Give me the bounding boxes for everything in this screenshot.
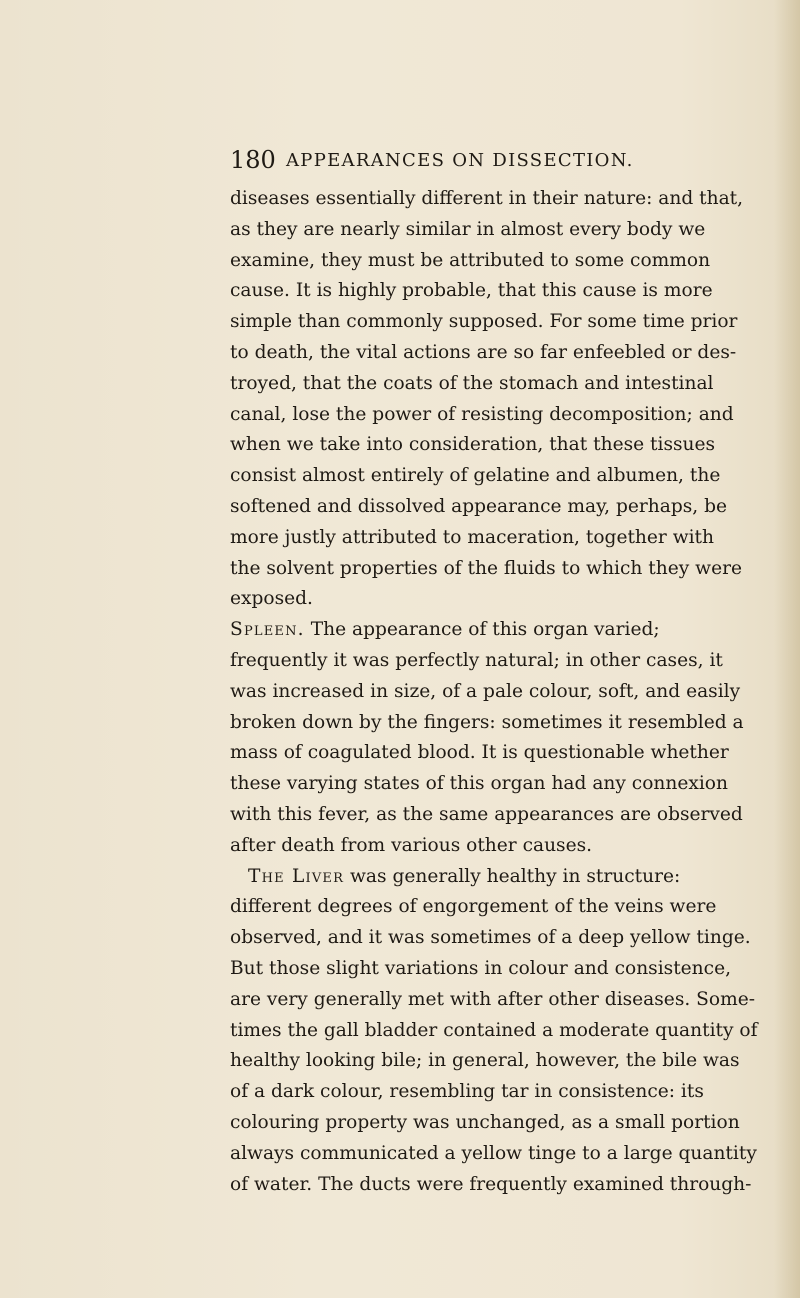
spleen-heading: Spleen. [230,619,305,641]
text-line: consist almost entirely of gelatine and albumen, the [230,465,721,487]
page-number: 180 [230,146,276,174]
text-line: cause. It is highly probable, that this cause is more [230,280,713,302]
text-line: examine, they must be attributed to some common [230,249,711,271]
text-line: after death from various other causes. [230,834,593,856]
page-edge-shadow [774,0,800,1298]
text-line-rest: The appearance of this organ varied; [310,619,660,641]
text-line: simple than commonly supposed. For some time prior [230,311,738,333]
spleen-paragraph-start [230,615,660,646]
liver-paragraph-start [230,862,681,893]
text-line: always communicated a yellow tinge to a large quantity [230,1142,757,1164]
text-line: frequently it was perfectly natural; in other cases, it [230,649,723,671]
text-line: times the gall bladder contained a moderate quantity of [230,1019,758,1041]
text-line: diseases essentially different in their nature: and that, [230,188,744,209]
text-line: of a dark colour, resembling tar in consistence: its [230,1081,704,1103]
text-line: exposed. [230,588,313,610]
text-line: more justly attributed to maceration, together with [230,526,715,548]
text-line: mass of coagulated blood. It is questionable whether [230,742,729,764]
text-line: canal, lose the power of resisting decomposition; and [230,403,734,425]
text-line: observed, and it was sometimes of a deep yellow tinge. [230,927,751,949]
text-line: the solvent properties of the fluids to which they were [230,557,742,579]
text-line: healthy looking bile; in general, however, the bile was [230,1050,740,1072]
text-line: troyed, that the coats of the stomach and intestinal [230,372,714,394]
text-line: of water. The ducts were frequently examined through- [230,1173,752,1195]
body-text [230,184,758,1200]
text-line: as they are nearly similar in almost every body we [230,218,706,240]
liver-heading: The Liver [248,865,345,887]
text-line: softened and dissolved appearance may, perhaps, be [230,495,728,517]
text-line: when we take into consideration, that these tissues [230,434,716,456]
text-line: different degrees of engorgement of the veins were [230,896,717,918]
text-line-rest: was generally healthy in structure: [350,865,681,887]
page-header [230,146,790,180]
text-line: these varying states of this organ had any connexion [230,773,728,795]
running-head: APPEARANCES ON DISSECTION. [286,150,634,171]
text-line: with this fever, as the same appearances are observed [230,803,743,825]
text-line: colouring property was unchanged, as a small portion [230,1111,740,1133]
text-line: are very generally met with after other diseases. Some- [230,988,756,1010]
text-line: was increased in size, of a pale colour, soft, and easily [230,680,741,702]
text-line: But those slight variations in colour and consistence, [230,957,731,979]
text-line: broken down by the fingers: sometimes it resembled a [230,711,744,733]
text-line: to death, the vital actions are so far enfeebled or des- [230,341,737,363]
